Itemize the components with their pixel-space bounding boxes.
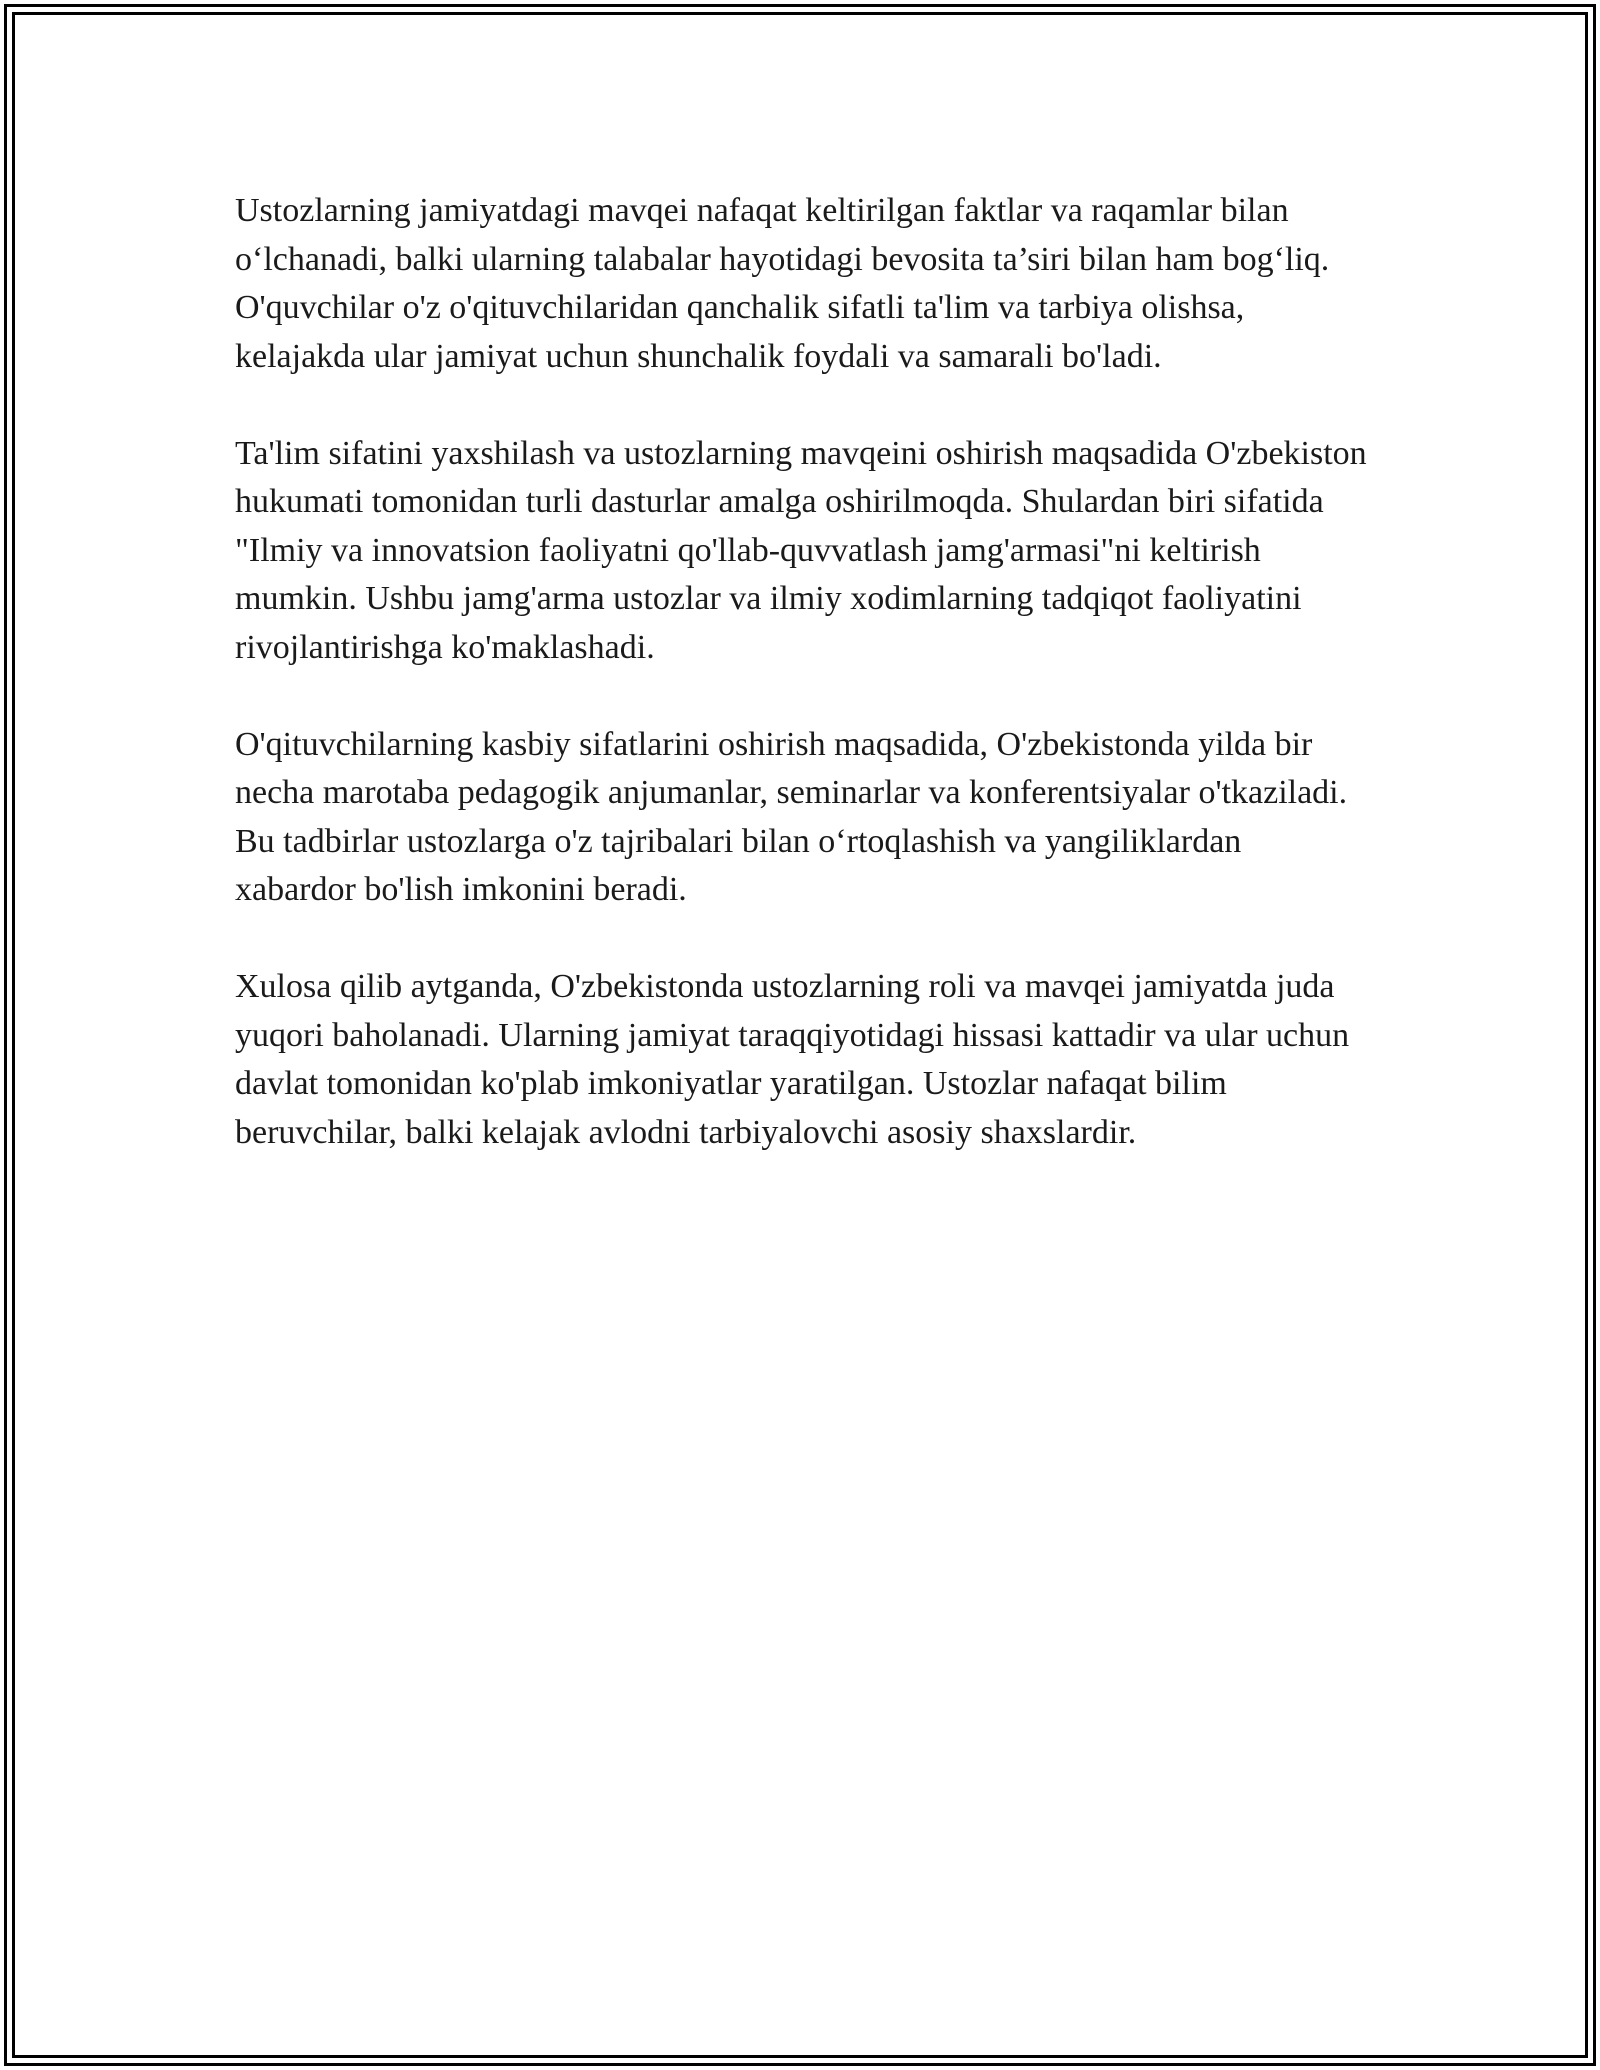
paragraph-2: Ta'lim sifatini yaxshilash va ustozlarning mavqeini oshirish maqsadida O'zbekiston hukumati tomonidan turli dasturlar amalga oshirilmoqda. Shulardan biri sifatida "Ilmiy va innovatsion faoliyatni qo'llab-quvvatlash jamg'armasi"ni keltirish mumkin. Ushbu jamg'arma ustozlar va ilmiy xodimlarning tadqiqot faoliyatini rivojlantirishga ko'maklashadi. xyxy=(235,434,1367,666)
paragraph-1: Ustozlarning jamiyatdagi mavqei nafaqat keltirilgan faktlar va raqamlar bilan o‘lchanadi, balki ularning talabalar hayotidagi bevosita ta’siri bilan ham bog‘liq. O'quvchilar o'z o'qituvchilaridan qanchalik sifatli ta'lim va tarbiya olishsa, kelajakda ular jamiyat uchun shunchalik foydali va samarali bo'ladi. xyxy=(235,192,1330,375)
paragraph-4: Xulosa qilib aytganda, O'zbekistonda ustozlarning roli va mavqei jamiyatda juda yuqori baholanadi. Ularning jamiyat taraqqiyotidagi hissasi kattadir va ular uchun davlat tomonidan ko'plab imkoniyatlar yaratilgan. Ustozlar nafaqat bilim beruvchilar, balki kelajak avlodni tarbiyalovchi asosiy shaxslardir. xyxy=(235,968,1350,1151)
paragraph-3: O'qituvchilarning kasbiy sifatlarini oshirish maqsadida, O'zbekistonda yilda bir necha marotaba pedagogik anjumanlar, seminarlar va konferentsiyalar o'tkaziladi. Bu tadbirlar ustozlarga o'z tajribalari bilan o‘rtoqlashish va yangiliklardan xabardor bo'lish imkonini beradi. xyxy=(235,725,1348,908)
document-body xyxy=(235,187,1370,1206)
